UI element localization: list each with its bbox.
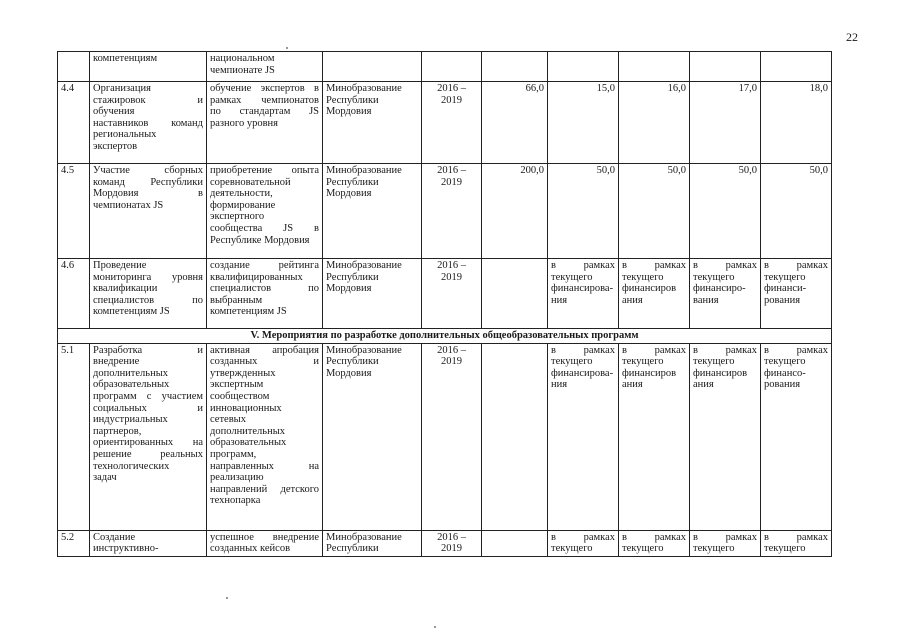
cell-line: обучение экспертов в: [210, 83, 319, 94]
cell-line: образовательных: [210, 437, 287, 449]
cell-line: рамках чемпионатов: [210, 94, 319, 106]
total-amount: [482, 530, 548, 556]
cell-line: чемпионате JS: [210, 64, 275, 76]
total-amount: [482, 52, 548, 82]
cell-line: технопарка: [210, 495, 261, 507]
cell-line: Минобразование: [326, 260, 402, 271]
cell-line: мониторинга уровня: [93, 271, 203, 283]
cell-line: компетенциям: [93, 53, 158, 64]
year-amount: [690, 52, 761, 82]
measure-name: [90, 343, 207, 530]
cell-line: 2016 –: [437, 344, 466, 356]
year-amount: 18,0: [761, 82, 832, 164]
cell-line: национальном: [210, 53, 275, 64]
measure-name: [90, 259, 207, 329]
cell-line: разного уровня: [210, 117, 279, 129]
cell-line: текущего: [693, 271, 735, 283]
cell-line: Республики: [326, 356, 379, 368]
cell-line: инструктивно-: [93, 543, 159, 555]
cell-line: экспертного: [210, 211, 265, 223]
cell-line: Разработка и: [93, 344, 203, 356]
cell-line: компетенциям JS: [93, 306, 170, 318]
total-amount: [482, 259, 548, 329]
cell-line: Мордовия: [326, 283, 372, 295]
table-row: [58, 82, 832, 164]
year-amount: 50,0: [548, 164, 619, 259]
financing-note: [690, 343, 761, 530]
cell-line: технологических: [93, 460, 170, 472]
scan-speck: [286, 47, 288, 49]
responsible-org: [323, 343, 422, 530]
measure-name: [90, 164, 207, 259]
cell-line: приобретение опыта: [210, 165, 319, 176]
financing-note: [690, 530, 761, 556]
cell-line: текущего: [622, 271, 664, 283]
cell-line: создание рейтинга: [210, 260, 319, 271]
year-amount: [619, 52, 690, 82]
year-amount: [761, 52, 832, 82]
financing-note: [761, 343, 832, 530]
cell-line: Минобразование: [326, 83, 402, 94]
period-years: [422, 343, 482, 530]
cell-line: внедрение: [93, 356, 140, 368]
cell-line: ориентированных на: [93, 437, 203, 449]
table-row: [58, 343, 832, 530]
cell-line: сообществом: [210, 390, 270, 402]
responsible-org: [323, 52, 422, 82]
cell-line: финансо-: [764, 367, 806, 379]
cell-line: финанси-: [764, 283, 807, 295]
cell-line: стажировок и: [93, 94, 203, 106]
cell-line: 2016 –: [437, 260, 466, 271]
cell-line: финансирова-: [551, 367, 614, 379]
total-amount: 66,0: [482, 82, 548, 164]
cell-line: текущего: [764, 543, 806, 555]
cell-line: Республики: [326, 543, 379, 555]
row-number: 5.2: [58, 530, 90, 556]
cell-line: финансирова-: [551, 283, 614, 295]
cell-line: Проведение: [93, 260, 147, 271]
row-number: 4.5: [58, 164, 90, 259]
section-row: [58, 329, 832, 344]
expected-result: [207, 164, 323, 259]
cell-line: программ,: [210, 448, 257, 460]
cell-line: Мордовия: [326, 188, 372, 200]
responsible-org: [323, 530, 422, 556]
cell-line: специалистов по: [210, 283, 319, 295]
measures-table: [57, 51, 832, 557]
period-years: [422, 259, 482, 329]
cell-line: дополнительных: [210, 425, 286, 437]
cell-line: Мордовия: [326, 367, 372, 379]
responsible-org: [323, 164, 422, 259]
financing-note: [690, 259, 761, 329]
cell-line: команд Республики: [93, 176, 203, 188]
cell-line: в рамках: [764, 344, 828, 356]
cell-line: Мордовия: [326, 106, 372, 118]
cell-line: ания: [622, 294, 643, 306]
page-number: 22: [846, 30, 858, 44]
cell-line: рования: [764, 294, 801, 306]
table-row: [58, 52, 832, 82]
year-amount: [548, 52, 619, 82]
cell-line: Участие сборных: [93, 165, 203, 176]
cell-line: финансиров: [622, 367, 677, 379]
cell-line: инновационных: [210, 402, 282, 414]
cell-line: экспертным: [210, 379, 264, 391]
total-amount: [482, 343, 548, 530]
cell-line: решение реальных: [93, 448, 203, 460]
cell-line: рования: [764, 379, 801, 391]
cell-line: в рамках: [764, 531, 828, 543]
year-amount: 16,0: [619, 82, 690, 164]
cell-line: финансиро-: [693, 283, 746, 295]
year-amount: 50,0: [761, 164, 832, 259]
cell-line: в рамках: [622, 531, 686, 543]
responsible-org: [323, 82, 422, 164]
expected-result: [207, 343, 323, 530]
cell-line: 2016 –: [437, 531, 466, 543]
cell-line: социальных и: [93, 402, 203, 414]
cell-line: текущего: [693, 543, 735, 555]
cell-line: соревновательной: [210, 176, 291, 188]
responsible-org: [323, 259, 422, 329]
scan-speck: [226, 597, 228, 599]
cell-line: текущего: [693, 356, 735, 368]
cell-line: образовательных: [93, 379, 170, 391]
year-amount: 15,0: [548, 82, 619, 164]
financing-note: [548, 530, 619, 556]
financing-note: [548, 259, 619, 329]
cell-line: в рамках: [551, 260, 615, 271]
cell-line: в рамках: [551, 344, 615, 356]
cell-line: Республики: [326, 94, 379, 106]
cell-line: созданных и: [210, 356, 319, 368]
financing-note: [548, 343, 619, 530]
table-row: [58, 164, 832, 259]
cell-line: вания: [693, 294, 719, 306]
cell-line: квалифицированных: [210, 271, 303, 283]
cell-line: ания: [622, 379, 643, 391]
cell-line: текущего: [764, 271, 806, 283]
cell-line: 2019: [441, 543, 462, 555]
expected-result: [207, 259, 323, 329]
cell-line: 2019: [441, 271, 462, 283]
cell-line: специалистов по: [93, 294, 203, 306]
cell-line: в рамках: [693, 344, 757, 356]
cell-line: 2019: [441, 94, 462, 106]
cell-line: дополнительных: [93, 367, 169, 379]
period-years: [422, 164, 482, 259]
cell-line: Республики: [326, 176, 379, 188]
cell-line: Минобразование: [326, 531, 402, 543]
expected-result: [207, 52, 323, 82]
cell-line: в рамках: [693, 531, 757, 543]
scan-speck: [434, 626, 436, 628]
cell-line: в рамках: [622, 260, 686, 271]
cell-line: 2019: [441, 356, 462, 368]
row-number: 4.4: [58, 82, 90, 164]
cell-line: программ с участием: [93, 390, 203, 402]
period-years: [422, 530, 482, 556]
cell-line: текущего: [622, 543, 664, 555]
cell-line: по стандартам JS: [210, 106, 319, 118]
expected-result: [207, 82, 323, 164]
year-amount: 50,0: [690, 164, 761, 259]
cell-line: 2016 –: [437, 83, 466, 94]
cell-line: компетенциям JS: [210, 306, 287, 318]
financing-note: [619, 343, 690, 530]
cell-line: экспертов: [93, 140, 138, 152]
measure-name: [90, 530, 207, 556]
cell-line: финансиров: [693, 367, 748, 379]
cell-line: выбранным: [210, 294, 263, 306]
cell-line: финансиров: [622, 283, 677, 295]
cell-line: Создание: [93, 531, 136, 543]
cell-line: ния: [551, 379, 568, 391]
financing-note: [619, 259, 690, 329]
cell-line: 2019: [441, 176, 462, 188]
cell-line: текущего: [551, 356, 593, 368]
cell-line: в рамках: [764, 260, 828, 271]
cell-line: Организация: [93, 83, 151, 94]
cell-line: текущего: [764, 356, 806, 368]
table-row: [58, 530, 832, 556]
cell-line: направленных на: [210, 460, 319, 472]
cell-line: региональных: [93, 129, 157, 141]
cell-line: в рамках: [693, 260, 757, 271]
cell-line: активная апробация: [210, 344, 319, 356]
cell-line: обучения: [93, 106, 135, 118]
measure-name: [90, 52, 207, 82]
cell-line: реализацию: [210, 472, 264, 484]
cell-line: ния: [551, 294, 568, 306]
cell-line: индустриальных: [93, 414, 168, 426]
cell-line: Мордовия в: [93, 188, 203, 200]
cell-line: текущего: [622, 356, 664, 368]
cell-line: деятельности,: [210, 188, 273, 200]
period-years: [422, 82, 482, 164]
cell-line: в рамках: [551, 531, 615, 543]
cell-line: Минобразование: [326, 165, 402, 176]
cell-line: в рамках: [622, 344, 686, 356]
cell-line: партнеров,: [93, 425, 142, 437]
year-amount: 50,0: [619, 164, 690, 259]
cell-line: успешное внедрение: [210, 531, 319, 543]
cell-line: Республике Мордовия: [210, 234, 310, 246]
cell-line: Республики: [326, 271, 379, 283]
cell-line: задач: [93, 472, 117, 484]
expected-result: [207, 530, 323, 556]
row-number: 5.1: [58, 343, 90, 530]
cell-line: сообщества JS в: [210, 222, 319, 234]
cell-line: ания: [693, 379, 714, 391]
row-number: 4.6: [58, 259, 90, 329]
table-row: [58, 259, 832, 329]
cell-line: чемпионатах JS: [93, 199, 164, 211]
cell-line: формирование: [210, 199, 276, 211]
cell-line: Минобразование: [326, 344, 402, 356]
cell-line: направлений детского: [210, 483, 319, 495]
cell-line: текущего: [551, 271, 593, 283]
cell-line: 2016 –: [437, 165, 466, 176]
cell-line: утвержденных: [210, 367, 276, 379]
cell-line: квалификации: [93, 283, 158, 295]
financing-note: [761, 530, 832, 556]
financing-note: [619, 530, 690, 556]
measure-name: [90, 82, 207, 164]
period-years: [422, 52, 482, 82]
financing-note: [761, 259, 832, 329]
row-number: [58, 52, 90, 82]
cell-line: сетевых: [210, 414, 246, 426]
total-amount: 200,0: [482, 164, 548, 259]
cell-line: созданных кейсов: [210, 543, 291, 555]
cell-line: текущего: [551, 543, 593, 555]
year-amount: 17,0: [690, 82, 761, 164]
cell-line: наставников команд: [93, 117, 203, 129]
section-title: V. Мероприятия по разработке дополнительных общеобразовательных программ: [58, 329, 832, 344]
